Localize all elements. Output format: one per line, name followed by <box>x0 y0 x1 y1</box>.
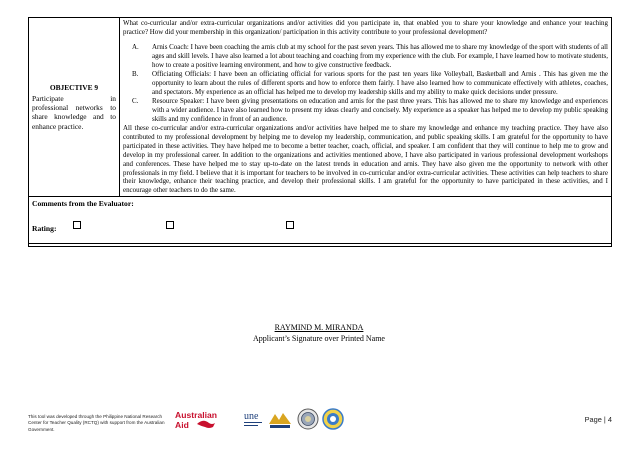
footer-note: This tool was developed through the Philippine National Research Center for Teacher Quality (RCTQ) with support from the Australian Government. <box>28 414 165 432</box>
item-letter: B. <box>132 69 139 78</box>
objective-line: share knowledge and to <box>32 112 116 122</box>
item-letter: A. <box>132 42 139 51</box>
objective-line: Participate in <box>32 93 116 103</box>
item-text: Arnis Coach: I have been coaching the arnis club at my school for the past seven years. This has allowed me to share my knowledge of the sport with students of all ages and skill levels. I have also learned a lot about teaching and coaching from my experience with the club. For example, I have learned how to motivate students, how to create a positive learning environment, and how to give constructive feedback. <box>152 42 608 69</box>
acer-logo <box>267 410 293 430</box>
rating-label: Rating: <box>32 224 57 234</box>
evaluation-table <box>28 17 612 247</box>
signature-block <box>0 323 638 344</box>
signature-caption: Applicant’s Signature over Printed Name <box>253 333 385 343</box>
australian-aid-logo <box>175 408 235 432</box>
page-number: Page | 4 <box>584 415 612 424</box>
seal-icon <box>297 408 319 430</box>
activity-item <box>123 43 608 70</box>
comments-label: Comments from the Evaluator: <box>32 199 134 209</box>
activity-item <box>123 70 608 97</box>
svg-text:Aid: Aid <box>175 420 189 430</box>
svg-text:une: une <box>244 411 259 422</box>
applicant-name: RAYMIND M. MIRANDA <box>274 323 364 332</box>
seal-icon <box>322 408 344 430</box>
rating-checkbox[interactable] <box>166 221 174 229</box>
item-text: Resource Speaker: I have been giving presentations on education and arnis for the past three years. This has allowed me to share my knowledge and experiences with a wider audience. I have also learned how to present my ideas clearly and concisely. My experience as a speaker has helped me to develop my public speaking skills and my confidence in front of an audience. <box>152 96 608 123</box>
summary-paragraph: All these co-curricular and/or extra-curricular organizations and/or activities have helped me to share my knowledge and enhance my teaching practice. They have also contributed to my professional development by helping me to develop my leadership, communication, and public speaking skills. I am grateful for the opportunity to have participated in these activities. They have helped me to become a better teacher, coach, official, and speaker. I am confident that they will continue to help me to grow and develop in my professional career. In addition to the organizations and activities mentioned above, I have also participated in various professional development workshops and conferences. These have helped me to stay up-to-date on the latest trends in education and arnis. They have also given me the opportunity to network with other professionals in my field. I believe that it is important for teachers to be involved in co-curricular and/or extra-curricular activities. These activities can help teachers to share their knowledge, enhance their teaching practice, and develop their professional skills. I am grateful for the opportunity to have participated in these activities, and I encourage other teachers to do the same. <box>123 123 608 195</box>
objective-cell <box>29 18 120 196</box>
activity-list <box>123 43 608 124</box>
response-cell <box>120 18 611 196</box>
guide-question: What co-curricular and/or extra-curricular organizations and/or activities did you participate in, that enabled you to share your knowledge and enhance your teaching practice? How did your membership in this organization/ participation in this activity contribute to your professional development? <box>123 19 608 36</box>
item-text: Officiating Officials: I have been an officiating official for various sports for the past ten years like Volleyball, Basketball and Arnis . This has given me the opportunity to learn about the rules of different sports and how to enforce them fairly. I have also learned how to communicate effectively with athletes, coaches, and spectators. My experience as an official has helped me to develop my leadership skills and my ability to make quick decisions under pressure. <box>152 69 608 96</box>
rating-checkbox[interactable] <box>73 221 81 229</box>
objective-line: professional networks to <box>32 102 116 112</box>
svg-text:Australian: Australian <box>175 410 218 420</box>
item-letter: C. <box>132 96 139 105</box>
objective-title: OBJECTIVE 9 <box>49 83 99 93</box>
objective-row <box>29 18 611 197</box>
activity-item <box>123 97 608 124</box>
table-bottom-row <box>29 244 611 246</box>
objective-line: enhance practice. <box>32 121 84 131</box>
evaluator-section <box>29 197 611 244</box>
une-logo <box>243 408 265 430</box>
rating-checkbox[interactable] <box>286 221 294 229</box>
